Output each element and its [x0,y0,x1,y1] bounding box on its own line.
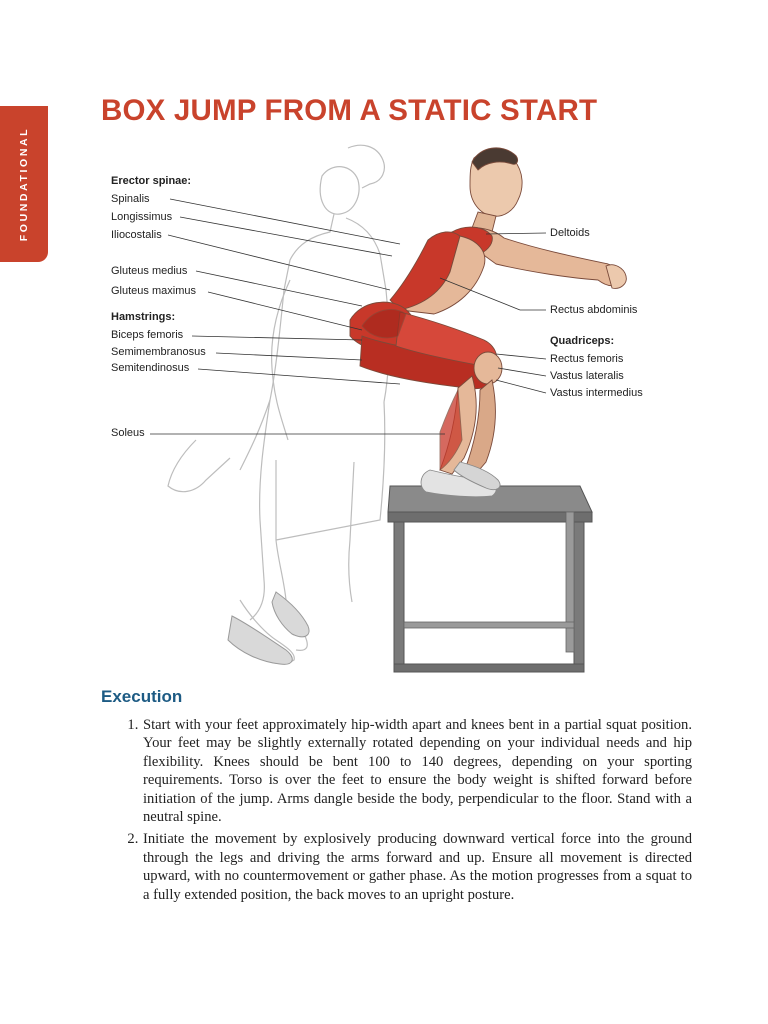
ghost-shoe-right [272,592,309,637]
label-rectus-abdominis: Rectus abdominis [550,304,638,316]
main-figure [350,148,626,497]
execution-heading: Execution [101,687,183,706]
execution-step: 2. Initiate the movement by explosively producing downward vertical force into the ground through the legs and driving the arms forward and up. Ensure all movement is directed upward, with no countermovement or gather phase. As the motion progresses from a squat to a fully extended position, the back moves to an upright posture. [142,830,692,904]
label-semitendinosus: Semitendinosus [111,362,190,374]
page-title: BOX JUMP FROM A STATIC START [101,94,598,127]
plyo-box [388,486,592,672]
label-hamstrings: Hamstrings: [111,311,176,323]
execution-steps [118,716,692,908]
label-iliocostalis: Iliocostalis [111,229,162,241]
label-deltoids: Deltoids [550,227,590,239]
label-soleus: Soleus [111,427,145,439]
label-vastus-lateralis: Vastus lateralis [550,370,624,382]
label-vastus-intermedius: Vastus intermedius [550,387,643,399]
ghost-figure [168,145,389,663]
side-tab-label: FOUNDATIONAL [18,126,30,242]
label-rectus-femoris: Rectus femoris [550,353,624,365]
label-gluteus-maximus: Gluteus maximus [111,285,196,297]
label-spinalis: Spinalis [111,193,150,205]
label-biceps-femoris: Biceps femoris [111,329,184,341]
label-erector-spinae: Erector spinae: [111,175,192,187]
section-side-tab [0,106,48,262]
anatomy-figure [100,140,680,685]
label-longissimus: Longissimus [111,211,173,223]
anatomy-illustration [100,140,680,685]
label-semimembranosus: Semimembranosus [111,346,206,358]
execution-step: 1. Start with your feet approximately hip-width apart and knees bent in a partial squat position. Your feet may be slightly externally rotated depending on your individual needs and hip flexibility. Knees should be bent 100 to 140 degrees, depending on your sporting requirements. Torso is over the feet to ensure the body weight is shifted forward before initiation of the jump. Arms dangle beside the body, perpendicular to the floor. Stand with a neutral spine. [142,716,692,826]
label-gluteus-medius: Gluteus medius [111,265,188,277]
label-quadriceps: Quadriceps: [550,335,615,347]
